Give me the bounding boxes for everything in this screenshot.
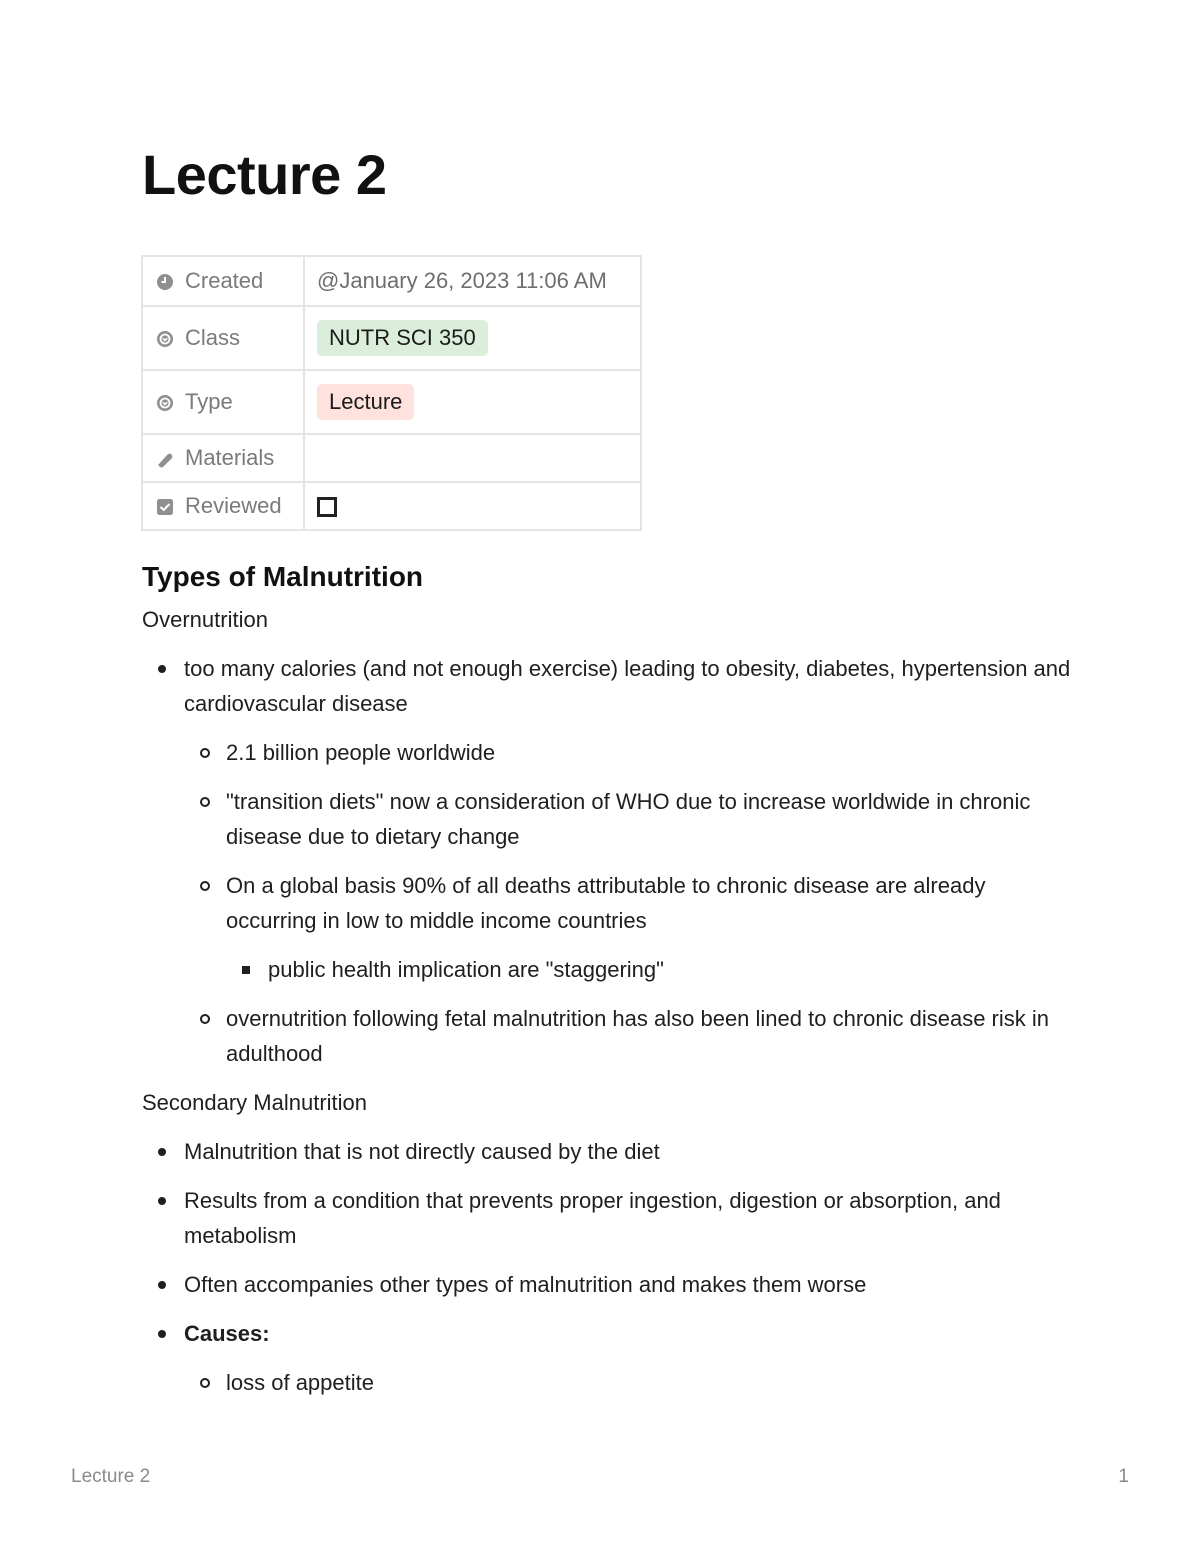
property-label-reviewed: Reviewed: [185, 493, 282, 518]
list-item: [184, 868, 1072, 987]
bullet-circle: [200, 1014, 210, 1024]
list-item: [184, 735, 1072, 770]
select-icon: [155, 329, 175, 349]
property-value-reviewed: [304, 482, 641, 530]
overnutrition-list: [142, 651, 1072, 1071]
secondary-malnutrition-label: Secondary Malnutrition: [142, 1090, 368, 1115]
footer-doc-name: Lecture 2: [71, 1466, 151, 1487]
secondary-list: [142, 1134, 1072, 1400]
overnutrition-label: Overnutrition: [142, 607, 268, 632]
bullet-dot: [158, 1197, 166, 1205]
list-item-text: Often accompanies other types of malnutrition and makes them worse: [184, 1272, 867, 1297]
list-item-text: overnutrition following fetal malnutrition has also been lined to chronic disease risk in adulthood: [226, 1006, 1050, 1066]
type-tag: Lecture: [317, 384, 414, 420]
list-item: [184, 784, 1072, 854]
properties-table: [141, 255, 642, 531]
overnutrition-sublist: [184, 735, 1072, 1071]
checkbox-icon: [155, 497, 175, 517]
causes-sublist: [184, 1365, 1072, 1400]
list-item-text: Malnutrition that is not directly caused by the diet: [184, 1139, 660, 1164]
bullet-square: [242, 966, 250, 974]
property-value-materials[interactable]: [304, 434, 641, 482]
property-key-type: [142, 370, 304, 434]
list-item: [142, 1267, 1072, 1302]
property-row-materials: [142, 434, 641, 482]
property-value-type[interactable]: [304, 370, 641, 434]
property-label-class: Class: [185, 325, 241, 350]
bullet-dot: [158, 1148, 166, 1156]
list-item: [142, 1134, 1072, 1169]
class-tag: NUTR SCI 350: [317, 320, 488, 356]
list-item-text: 2.1 billion people worldwide: [226, 740, 496, 765]
list-item: [142, 1183, 1072, 1253]
list-item: [184, 1001, 1072, 1071]
property-row-reviewed: [142, 482, 641, 530]
list-item-text: On a global basis 90% of all deaths attributable to chronic disease are already occurring in low to middle income countries: [226, 873, 986, 933]
list-item: [142, 651, 1072, 1071]
bullet-circle: [200, 797, 210, 807]
clock-icon: [155, 272, 175, 292]
paperclip-icon: [155, 449, 175, 469]
list-item: [142, 1316, 1072, 1400]
property-label-materials: Materials: [185, 445, 275, 470]
property-value-class[interactable]: [304, 306, 641, 370]
bullet-dot: [158, 1330, 166, 1338]
page-content: [142, 558, 1072, 1414]
bullet-dot: [158, 1281, 166, 1289]
bullet-circle: [200, 1378, 210, 1388]
list-item-text: loss of appetite: [226, 1370, 374, 1395]
reviewed-checkbox[interactable]: [317, 497, 337, 517]
list-item-text: "transition diets" now a consideration of WHO due to increase worldwide in chronic disease due to dietary change: [226, 789, 1031, 849]
list-item: [226, 952, 1072, 987]
causes-label: Causes:: [184, 1321, 270, 1346]
list-item-text: too many calories (and not enough exercise) leading to obesity, diabetes, hypertension and cardiovascular disease: [184, 656, 1071, 716]
property-key-class: [142, 306, 304, 370]
property-row-class: [142, 306, 641, 370]
footer-page-number: 1: [1118, 1466, 1129, 1487]
property-label-type: Type: [185, 389, 233, 414]
property-label-created: Created: [185, 268, 264, 293]
bullet-circle: [200, 748, 210, 758]
select-icon: [155, 393, 175, 413]
list-item-text: Results from a condition that prevents proper ingestion, digestion or absorption, and metabolism: [184, 1188, 1001, 1248]
bullet-circle: [200, 881, 210, 891]
property-key-created: [142, 256, 304, 306]
overnutrition-subsublist: [226, 952, 1072, 987]
list-item: [184, 1365, 1072, 1400]
list-item-text: public health implication are "staggering": [268, 957, 664, 982]
property-key-reviewed: [142, 482, 304, 530]
section-heading: Types of Malnutrition: [142, 561, 424, 592]
bullet-dot: [158, 665, 166, 673]
property-row-type: [142, 370, 641, 434]
property-key-materials: [142, 434, 304, 482]
property-row-created: [142, 256, 641, 306]
page-title: Lecture 2: [142, 143, 387, 206]
property-value-created[interactable]: @January 26, 2023 11:06 AM: [304, 256, 641, 306]
